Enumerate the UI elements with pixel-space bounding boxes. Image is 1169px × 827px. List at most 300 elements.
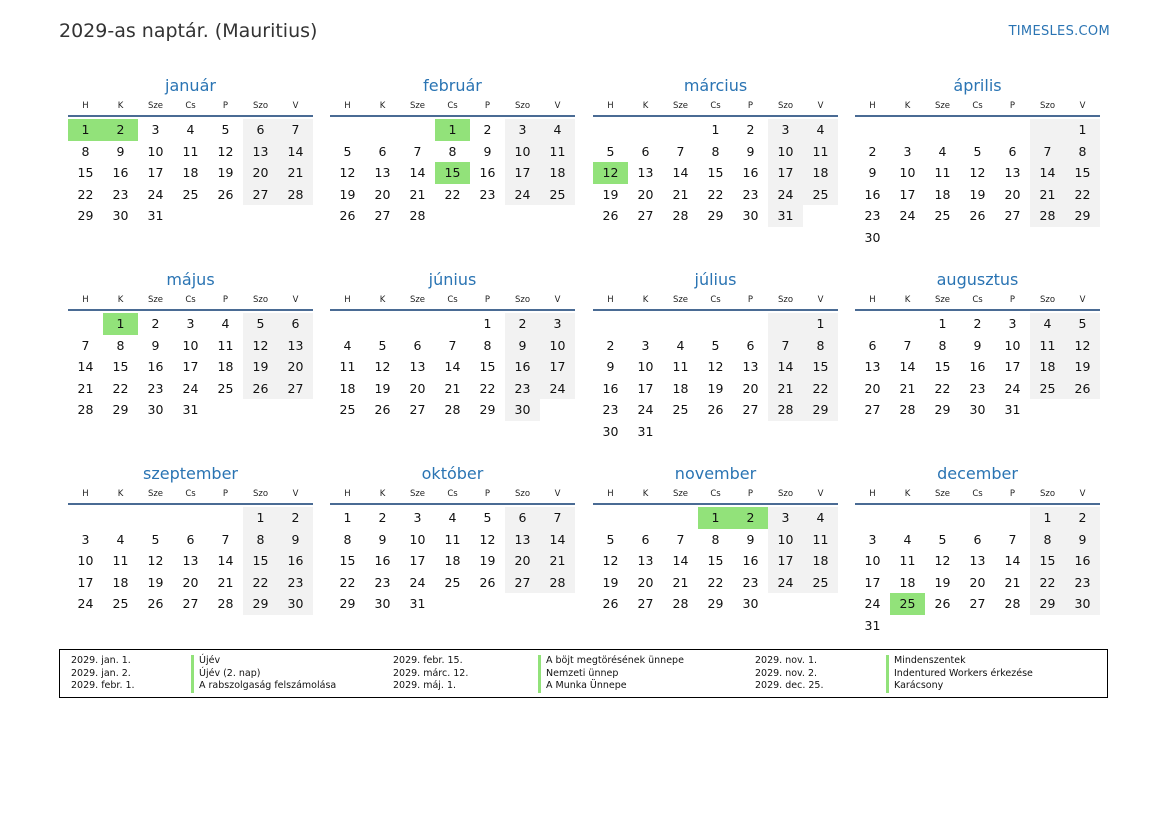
day-cell[interactable]: 4 xyxy=(903,531,912,547)
day-cell[interactable]: 2 xyxy=(1065,507,1100,529)
day-cell[interactable]: 5 xyxy=(151,531,160,547)
day-cell[interactable]: 22 xyxy=(1030,572,1065,594)
day-cell[interactable]: 12 xyxy=(1065,335,1100,357)
day-cell[interactable]: 15 xyxy=(339,553,356,569)
day-cell[interactable]: 16 xyxy=(864,186,881,202)
day-cell[interactable]: 7 xyxy=(676,531,685,547)
day-cell[interactable]: 12 xyxy=(479,531,496,547)
day-cell[interactable]: 3 xyxy=(1008,316,1017,331)
day-cell[interactable]: 5 xyxy=(973,143,982,159)
day-cell[interactable]: 19 xyxy=(602,574,619,590)
day-cell[interactable]: 17 xyxy=(899,186,916,202)
day-cell[interactable]: 9 xyxy=(116,143,125,159)
day-cell[interactable]: 12 xyxy=(217,143,234,159)
day-cell[interactable]: 2 xyxy=(103,119,138,141)
day-cell[interactable]: 26 xyxy=(479,574,496,590)
day-cell[interactable]: 18 xyxy=(803,550,838,572)
day-cell[interactable]: 28 xyxy=(768,399,803,421)
day-cell[interactable]: 5 xyxy=(221,122,230,137)
day-cell[interactable]: 22 xyxy=(803,378,838,400)
day-cell[interactable]: 1 xyxy=(435,119,470,141)
day-cell[interactable]: 22 xyxy=(339,574,356,590)
day-cell[interactable]: 19 xyxy=(374,380,391,396)
day-cell[interactable]: 13 xyxy=(1004,165,1021,181)
day-cell[interactable]: 20 xyxy=(969,574,986,590)
day-cell[interactable]: 8 xyxy=(483,337,492,353)
day-cell[interactable]: 5 xyxy=(711,337,720,353)
day-cell[interactable]: 6 xyxy=(641,531,650,547)
day-cell[interactable]: 13 xyxy=(505,529,540,551)
day-cell[interactable]: 14 xyxy=(899,359,916,375)
day-cell[interactable]: 26 xyxy=(217,186,234,202)
day-cell[interactable]: 9 xyxy=(151,337,160,353)
day-cell[interactable]: 26 xyxy=(602,208,619,224)
day-cell[interactable]: 9 xyxy=(606,359,615,375)
day-cell[interactable]: 10 xyxy=(1004,337,1021,353)
day-cell[interactable]: 21 xyxy=(672,574,689,590)
day-cell[interactable]: 14 xyxy=(217,553,234,569)
day-cell[interactable]: 1 xyxy=(711,122,720,137)
day-cell[interactable]: 13 xyxy=(182,553,199,569)
day-cell[interactable]: 3 xyxy=(641,337,650,353)
day-cell[interactable]: 29 xyxy=(112,402,129,418)
day-cell[interactable]: 16 xyxy=(278,550,313,572)
day-cell[interactable]: 19 xyxy=(969,186,986,202)
day-cell[interactable]: 19 xyxy=(339,186,356,202)
day-cell[interactable]: 21 xyxy=(444,380,461,396)
day-cell[interactable]: 20 xyxy=(1004,186,1021,202)
day-cell[interactable]: 7 xyxy=(221,531,230,547)
day-cell[interactable]: 19 xyxy=(147,574,164,590)
day-cell[interactable]: 5 xyxy=(243,313,278,335)
day-cell[interactable]: 17 xyxy=(1004,359,1021,375)
day-cell[interactable]: 7 xyxy=(413,143,422,159)
day-cell[interactable]: 17 xyxy=(768,162,803,184)
day-cell[interactable]: 22 xyxy=(934,380,951,396)
day-cell[interactable]: 11 xyxy=(217,337,234,353)
day-cell[interactable]: 30 xyxy=(969,402,986,418)
day-cell[interactable]: 25 xyxy=(182,186,199,202)
day-cell[interactable]: 4 xyxy=(186,122,195,137)
day-cell[interactable]: 19 xyxy=(217,165,234,181)
day-cell[interactable]: 10 xyxy=(768,141,803,163)
day-cell[interactable]: 1 xyxy=(343,510,352,525)
day-cell[interactable]: 14 xyxy=(672,165,689,181)
day-cell[interactable]: 6 xyxy=(278,313,313,335)
day-cell[interactable]: 21 xyxy=(768,378,803,400)
day-cell[interactable]: 27 xyxy=(637,208,654,224)
day-cell[interactable]: 16 xyxy=(742,553,759,569)
day-cell[interactable]: 10 xyxy=(637,359,654,375)
day-cell[interactable]: 23 xyxy=(278,572,313,594)
day-cell[interactable]: 4 xyxy=(803,507,838,529)
day-cell[interactable]: 28 xyxy=(899,402,916,418)
day-cell[interactable]: 21 xyxy=(409,186,426,202)
day-cell[interactable]: 18 xyxy=(899,574,916,590)
day-cell[interactable]: 1 xyxy=(1065,119,1100,141)
day-cell[interactable]: 4 xyxy=(540,119,575,141)
day-cell[interactable]: 23 xyxy=(479,186,496,202)
day-cell[interactable]: 18 xyxy=(540,162,575,184)
day-cell[interactable]: 22 xyxy=(479,380,496,396)
day-cell[interactable]: 5 xyxy=(606,143,615,159)
day-cell[interactable]: 4 xyxy=(1030,313,1065,335)
day-cell[interactable]: 4 xyxy=(938,143,947,159)
day-cell[interactable]: 2 xyxy=(606,337,615,353)
day-cell[interactable]: 26 xyxy=(1065,378,1100,400)
day-cell[interactable]: 12 xyxy=(374,359,391,375)
day-cell[interactable]: 16 xyxy=(602,380,619,396)
day-cell[interactable]: 27 xyxy=(1004,208,1021,224)
day-cell[interactable]: 1 xyxy=(483,316,492,331)
day-cell[interactable]: 20 xyxy=(742,380,759,396)
day-cell[interactable]: 8 xyxy=(938,337,947,353)
day-cell[interactable]: 17 xyxy=(768,550,803,572)
day-cell[interactable]: 28 xyxy=(672,596,689,612)
day-cell[interactable]: 29 xyxy=(1030,593,1065,615)
day-cell[interactable]: 12 xyxy=(707,359,724,375)
day-cell[interactable]: 18 xyxy=(934,186,951,202)
day-cell[interactable]: 2 xyxy=(278,507,313,529)
day-cell[interactable]: 24 xyxy=(182,380,199,396)
day-cell[interactable]: 30 xyxy=(742,208,759,224)
day-cell[interactable]: 16 xyxy=(505,356,540,378)
day-cell[interactable]: 14 xyxy=(540,529,575,551)
day-cell[interactable]: 9 xyxy=(505,335,540,357)
day-cell[interactable]: 30 xyxy=(112,208,129,224)
day-cell[interactable]: 20 xyxy=(505,550,540,572)
day-cell[interactable]: 17 xyxy=(505,162,540,184)
day-cell[interactable]: 9 xyxy=(746,143,755,159)
day-cell[interactable]: 10 xyxy=(540,335,575,357)
day-cell[interactable]: 8 xyxy=(1030,529,1065,551)
day-cell[interactable]: 7 xyxy=(540,507,575,529)
brand-link[interactable]: TIMESLES.COM xyxy=(1008,24,1110,39)
day-cell[interactable]: 12 xyxy=(934,553,951,569)
day-cell[interactable]: 25 xyxy=(1030,378,1065,400)
day-cell[interactable]: 21 xyxy=(217,574,234,590)
day-cell[interactable]: 3 xyxy=(540,313,575,335)
day-cell[interactable]: 4 xyxy=(343,337,352,353)
day-cell[interactable]: 23 xyxy=(112,186,129,202)
day-cell[interactable]: 26 xyxy=(339,208,356,224)
day-cell[interactable]: 7 xyxy=(448,337,457,353)
day-cell[interactable]: 23 xyxy=(147,380,164,396)
day-cell[interactable]: 27 xyxy=(969,596,986,612)
day-cell[interactable]: 18 xyxy=(672,380,689,396)
day-cell[interactable]: 6 xyxy=(868,337,877,353)
day-cell[interactable]: 11 xyxy=(899,553,916,569)
day-cell[interactable]: 28 xyxy=(1004,596,1021,612)
day-cell[interactable]: 5 xyxy=(1065,313,1100,335)
day-cell[interactable]: 6 xyxy=(186,531,195,547)
day-cell[interactable]: 17 xyxy=(77,574,94,590)
day-cell[interactable]: 22 xyxy=(1065,184,1100,206)
day-cell[interactable]: 23 xyxy=(374,574,391,590)
day-cell[interactable]: 1 xyxy=(103,313,138,335)
day-cell[interactable]: 10 xyxy=(768,529,803,551)
day-cell[interactable]: 25 xyxy=(112,596,129,612)
day-cell[interactable]: 20 xyxy=(637,574,654,590)
day-cell[interactable]: 15 xyxy=(934,359,951,375)
day-cell[interactable]: 11 xyxy=(803,529,838,551)
day-cell[interactable]: 12 xyxy=(339,165,356,181)
day-cell[interactable]: 12 xyxy=(147,553,164,569)
day-cell[interactable]: 20 xyxy=(182,574,199,590)
day-cell[interactable]: 15 xyxy=(1065,162,1100,184)
day-cell[interactable]: 9 xyxy=(378,531,387,547)
day-cell[interactable]: 30 xyxy=(505,399,540,421)
day-cell[interactable]: 1 xyxy=(243,507,278,529)
day-cell[interactable]: 21 xyxy=(1004,574,1021,590)
day-cell[interactable]: 23 xyxy=(1065,572,1100,594)
day-cell[interactable]: 11 xyxy=(112,553,129,569)
day-cell[interactable]: 22 xyxy=(243,572,278,594)
day-cell[interactable]: 11 xyxy=(339,359,356,375)
day-cell[interactable]: 26 xyxy=(243,378,278,400)
day-cell[interactable]: 16 xyxy=(742,165,759,181)
day-cell[interactable]: 10 xyxy=(864,553,881,569)
day-cell[interactable]: 28 xyxy=(77,402,94,418)
day-cell[interactable]: 13 xyxy=(864,359,881,375)
day-cell[interactable]: 31 xyxy=(1004,402,1021,418)
day-cell[interactable]: 9 xyxy=(483,143,492,159)
day-cell[interactable]: 16 xyxy=(969,359,986,375)
day-cell[interactable]: 28 xyxy=(540,572,575,594)
day-cell[interactable]: 10 xyxy=(899,165,916,181)
day-cell[interactable]: 8 xyxy=(711,143,720,159)
day-cell[interactable]: 9 xyxy=(746,531,755,547)
day-cell[interactable]: 20 xyxy=(409,380,426,396)
day-cell[interactable]: 22 xyxy=(707,186,724,202)
day-cell[interactable]: 3 xyxy=(868,531,877,547)
day-cell[interactable]: 2 xyxy=(973,316,982,331)
day-cell[interactable]: 29 xyxy=(339,596,356,612)
day-cell[interactable]: 9 xyxy=(278,529,313,551)
day-cell[interactable]: 6 xyxy=(505,507,540,529)
day-cell[interactable]: 17 xyxy=(409,553,426,569)
day-cell[interactable]: 24 xyxy=(637,402,654,418)
day-cell[interactable]: 30 xyxy=(742,596,759,612)
day-cell[interactable]: 6 xyxy=(641,143,650,159)
day-cell[interactable]: 6 xyxy=(1008,143,1017,159)
day-cell[interactable]: 25 xyxy=(672,402,689,418)
day-cell[interactable]: 14 xyxy=(444,359,461,375)
day-cell[interactable]: 7 xyxy=(1008,531,1017,547)
day-cell[interactable]: 13 xyxy=(969,553,986,569)
day-cell[interactable]: 8 xyxy=(448,143,457,159)
day-cell[interactable]: 27 xyxy=(505,572,540,594)
day-cell[interactable]: 20 xyxy=(278,356,313,378)
day-cell[interactable]: 24 xyxy=(505,184,540,206)
day-cell[interactable]: 20 xyxy=(637,186,654,202)
day-cell[interactable]: 6 xyxy=(243,119,278,141)
day-cell[interactable]: 12 xyxy=(243,335,278,357)
day-cell[interactable]: 5 xyxy=(343,143,352,159)
day-cell[interactable]: 1 xyxy=(938,316,947,331)
day-cell[interactable]: 18 xyxy=(112,574,129,590)
day-cell[interactable]: 11 xyxy=(540,141,575,163)
day-cell[interactable]: 31 xyxy=(864,617,881,633)
day-cell[interactable]: 8 xyxy=(243,529,278,551)
day-cell[interactable]: 27 xyxy=(182,596,199,612)
day-cell[interactable]: 27 xyxy=(864,402,881,418)
day-cell[interactable]: 31 xyxy=(768,205,803,227)
day-cell[interactable]: 24 xyxy=(147,186,164,202)
day-cell[interactable]: 7 xyxy=(278,119,313,141)
day-cell[interactable]: 1 xyxy=(803,313,838,335)
day-cell[interactable]: 27 xyxy=(278,378,313,400)
day-cell[interactable]: 6 xyxy=(973,531,982,547)
day-cell[interactable]: 9 xyxy=(868,165,877,181)
day-cell[interactable]: 28 xyxy=(278,184,313,206)
day-cell[interactable]: 8 xyxy=(711,531,720,547)
day-cell[interactable]: 24 xyxy=(864,596,881,612)
day-cell[interactable]: 29 xyxy=(1065,205,1100,227)
day-cell[interactable]: 14 xyxy=(278,141,313,163)
day-cell[interactable]: 6 xyxy=(413,337,422,353)
day-cell[interactable]: 21 xyxy=(899,380,916,396)
day-cell[interactable]: 22 xyxy=(77,186,94,202)
day-cell[interactable]: 21 xyxy=(672,186,689,202)
day-cell[interactable]: 15 xyxy=(112,359,129,375)
day-cell[interactable]: 18 xyxy=(803,162,838,184)
day-cell[interactable]: 3 xyxy=(768,507,803,529)
day-cell[interactable]: 3 xyxy=(151,122,160,137)
day-cell[interactable]: 28 xyxy=(217,596,234,612)
day-cell[interactable]: 8 xyxy=(81,143,90,159)
day-cell[interactable]: 15 xyxy=(1030,550,1065,572)
day-cell[interactable]: 11 xyxy=(444,531,461,547)
day-cell[interactable]: 18 xyxy=(182,165,199,181)
day-cell[interactable]: 14 xyxy=(77,359,94,375)
day-cell[interactable]: 25 xyxy=(217,380,234,396)
day-cell[interactable]: 2 xyxy=(378,510,387,525)
day-cell[interactable]: 13 xyxy=(637,553,654,569)
day-cell[interactable]: 15 xyxy=(707,165,724,181)
day-cell[interactable]: 4 xyxy=(221,316,230,331)
day-cell[interactable]: 19 xyxy=(479,553,496,569)
day-cell[interactable]: 24 xyxy=(409,574,426,590)
day-cell[interactable]: 15 xyxy=(435,162,470,184)
day-cell[interactable]: 14 xyxy=(1004,553,1021,569)
day-cell[interactable]: 26 xyxy=(147,596,164,612)
day-cell[interactable]: 19 xyxy=(243,356,278,378)
day-cell[interactable]: 8 xyxy=(116,337,125,353)
day-cell[interactable]: 7 xyxy=(676,143,685,159)
day-cell[interactable]: 11 xyxy=(672,359,689,375)
day-cell[interactable]: 23 xyxy=(742,574,759,590)
day-cell[interactable]: 27 xyxy=(742,402,759,418)
day-cell[interactable]: 27 xyxy=(409,402,426,418)
day-cell[interactable]: 25 xyxy=(540,184,575,206)
day-cell[interactable]: 29 xyxy=(707,596,724,612)
day-cell[interactable]: 13 xyxy=(742,359,759,375)
day-cell[interactable]: 2 xyxy=(746,122,755,137)
day-cell[interactable]: 28 xyxy=(1030,205,1065,227)
day-cell[interactable]: 16 xyxy=(147,359,164,375)
day-cell[interactable]: 12 xyxy=(602,553,619,569)
day-cell[interactable]: 17 xyxy=(182,359,199,375)
day-cell[interactable]: 13 xyxy=(278,335,313,357)
day-cell[interactable]: 10 xyxy=(409,531,426,547)
day-cell[interactable]: 29 xyxy=(803,399,838,421)
day-cell[interactable]: 2 xyxy=(151,316,160,331)
day-cell[interactable]: 27 xyxy=(637,596,654,612)
day-cell[interactable]: 22 xyxy=(707,574,724,590)
day-cell[interactable]: 4 xyxy=(448,510,457,525)
day-cell[interactable]: 18 xyxy=(1030,356,1065,378)
day-cell[interactable]: 13 xyxy=(637,165,654,181)
day-cell[interactable]: 19 xyxy=(707,380,724,396)
day-cell[interactable]: 10 xyxy=(182,337,199,353)
day-cell[interactable]: 23 xyxy=(742,186,759,202)
day-cell[interactable]: 3 xyxy=(768,119,803,141)
day-cell[interactable]: 25 xyxy=(803,572,838,594)
day-cell[interactable]: 17 xyxy=(864,574,881,590)
day-cell[interactable]: 29 xyxy=(934,402,951,418)
day-cell[interactable]: 27 xyxy=(243,184,278,206)
day-cell[interactable]: 18 xyxy=(444,553,461,569)
day-cell[interactable]: 2 xyxy=(483,122,492,137)
day-cell[interactable]: 24 xyxy=(768,572,803,594)
day-cell[interactable]: 26 xyxy=(602,596,619,612)
day-cell[interactable]: 31 xyxy=(182,402,199,418)
day-cell[interactable]: 1 xyxy=(698,507,733,529)
day-cell[interactable]: 14 xyxy=(672,553,689,569)
day-cell[interactable]: 5 xyxy=(606,531,615,547)
day-cell[interactable]: 31 xyxy=(147,208,164,224)
day-cell[interactable]: 13 xyxy=(243,141,278,163)
day-cell[interactable]: 10 xyxy=(77,553,94,569)
day-cell[interactable]: 24 xyxy=(77,596,94,612)
day-cell[interactable]: 7 xyxy=(1030,141,1065,163)
day-cell[interactable]: 2 xyxy=(733,507,768,529)
day-cell[interactable]: 14 xyxy=(409,165,426,181)
day-cell[interactable]: 15 xyxy=(479,359,496,375)
day-cell[interactable]: 29 xyxy=(77,208,94,224)
day-cell[interactable]: 30 xyxy=(864,229,881,245)
day-cell[interactable]: 31 xyxy=(637,423,654,439)
day-cell[interactable]: 8 xyxy=(803,335,838,357)
day-cell[interactable]: 18 xyxy=(339,380,356,396)
day-cell[interactable]: 4 xyxy=(116,531,125,547)
day-cell[interactable]: 8 xyxy=(1065,141,1100,163)
day-cell[interactable]: 16 xyxy=(1065,550,1100,572)
day-cell[interactable]: 23 xyxy=(864,208,881,224)
day-cell[interactable]: 17 xyxy=(147,165,164,181)
day-cell[interactable]: 6 xyxy=(378,143,387,159)
day-cell[interactable]: 14 xyxy=(1030,162,1065,184)
day-cell[interactable]: 25 xyxy=(444,574,461,590)
day-cell[interactable]: 24 xyxy=(768,184,803,206)
day-cell[interactable]: 13 xyxy=(374,165,391,181)
day-cell[interactable]: 17 xyxy=(637,380,654,396)
day-cell[interactable]: 12 xyxy=(593,162,628,184)
day-cell[interactable]: 15 xyxy=(707,553,724,569)
day-cell[interactable]: 8 xyxy=(343,531,352,547)
day-cell[interactable]: 25 xyxy=(803,184,838,206)
day-cell[interactable]: 28 xyxy=(672,208,689,224)
day-cell[interactable]: 30 xyxy=(147,402,164,418)
day-cell[interactable]: 29 xyxy=(707,208,724,224)
day-cell[interactable]: 5 xyxy=(938,531,947,547)
day-cell[interactable]: 29 xyxy=(243,593,278,615)
day-cell[interactable]: 21 xyxy=(540,550,575,572)
day-cell[interactable]: 5 xyxy=(483,510,492,525)
day-cell[interactable]: 23 xyxy=(969,380,986,396)
day-cell[interactable]: 11 xyxy=(1030,335,1065,357)
